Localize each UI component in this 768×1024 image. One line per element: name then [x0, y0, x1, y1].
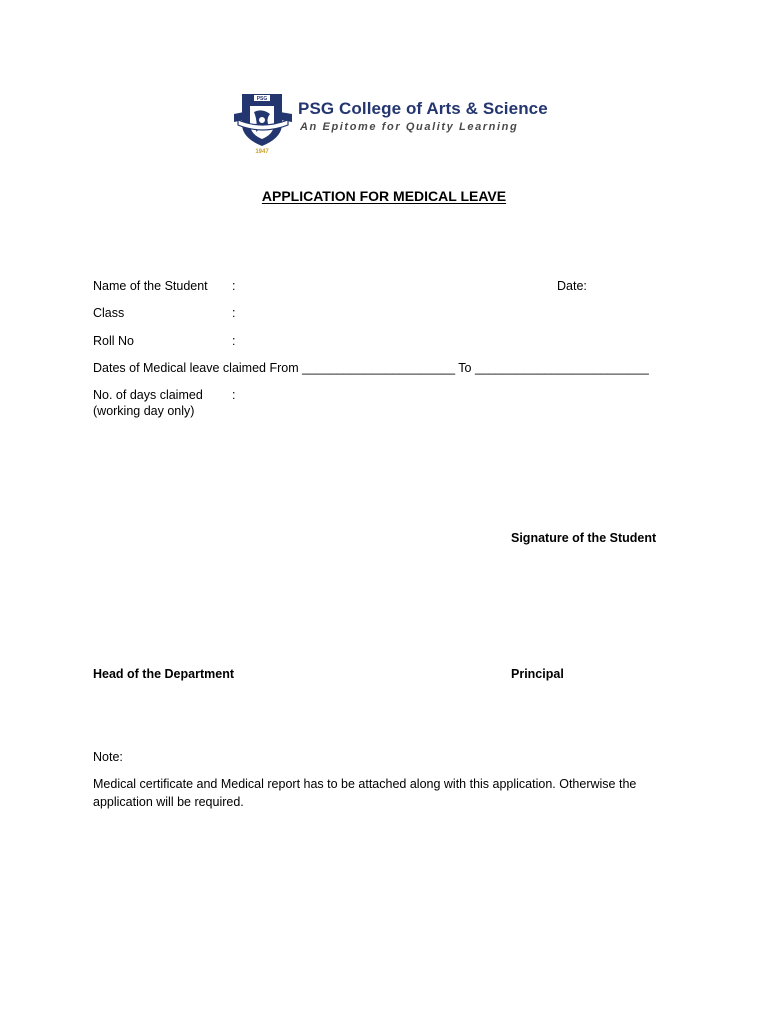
college-name: PSG College of Arts & Science	[298, 99, 548, 118]
college-logo	[232, 90, 294, 156]
date-label: Date:	[557, 279, 587, 293]
note-label: Note:	[93, 750, 123, 764]
logo-year: 1947	[255, 149, 269, 155]
page-title: APPLICATION FOR MEDICAL LEAVE	[261, 188, 507, 204]
roll-colon: :	[232, 334, 236, 348]
hod-signature-label: Head of the Department	[93, 667, 234, 681]
class-label: Class	[93, 306, 125, 320]
days-colon: :	[232, 388, 236, 402]
days-label: No. of days claimed	[93, 388, 203, 402]
days-sublabel: (working day only)	[93, 404, 195, 418]
logo-acronym: PSG	[256, 96, 268, 102]
student-signature-label: Signature of the Student	[511, 531, 657, 545]
note-text: Medical certificate and Medical report has to be attached along with this application. Otherwise the application will be required.	[93, 777, 637, 809]
name-colon: :	[232, 279, 236, 293]
name-label: Name of the Student	[93, 279, 208, 293]
class-colon: :	[232, 306, 236, 320]
roll-label: Roll No	[93, 334, 134, 348]
college-tagline: An Epitome for Quality Learning	[300, 121, 519, 133]
dates-line: Dates of Medical leave claimed From ______________________ To _________________________	[93, 361, 649, 375]
principal-signature-label: Principal	[511, 667, 564, 681]
